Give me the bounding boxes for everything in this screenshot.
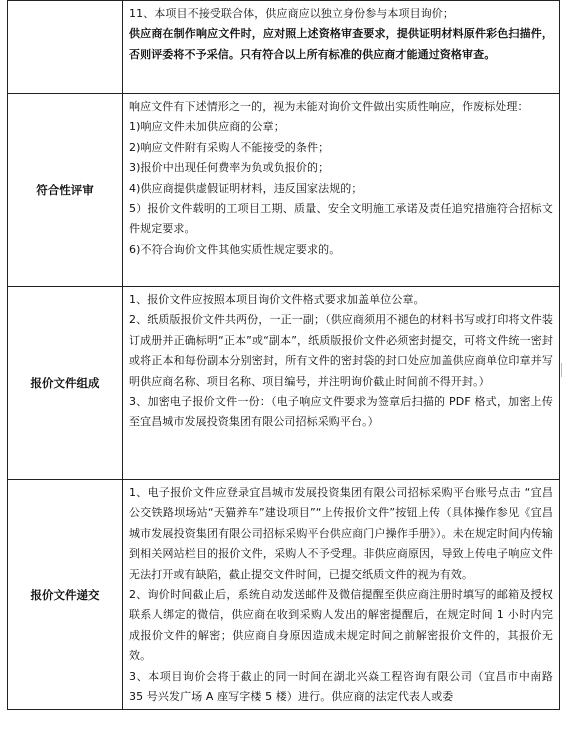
row-content: [123, 1, 560, 94]
table-row-composition: [8, 287, 560, 480]
paragraph: 3、本项目询价会将于截止的同一时间在湖北兴焱工程咨询有限公司（宜昌市中南路 35 号兴发广场 A 座写字楼 5 楼）进行。供应商的法定代表人或委: [129, 669, 553, 704]
row-label: 符合性评审: [8, 94, 123, 287]
paragraph: 1、报价文件应按照本项目询价文件格式要求加盖单位公章。: [129, 293, 425, 306]
row-label: [8, 1, 123, 94]
paragraph: 2、询价时间截止后，系统自动发送邮件及微信提醒至供应商注册时填写的邮箱及授权联系人绑定的微信，供应商在收到采购人发出的解密提醒后，在规定时间 1 小时内完成报价文件的解密；供应商自身原因造成未规定时间之前解密报价文件的，其报价无效。: [129, 588, 553, 663]
row-label: 报价文件组成: [8, 287, 123, 480]
paragraph: 6)不符合询价文件其他实质性规定要求的。: [129, 242, 341, 256]
row-content: [123, 94, 560, 287]
requirements-table: [7, 0, 560, 710]
table-row-qualification: [8, 1, 560, 94]
row-label: 报价文件递交: [8, 480, 123, 710]
paragraph: 2、纸质版报价文件共两份，一正一副；（供应商须用不褪色的材料书写或打印将文件装订成册并正确标明“正本”或“副本”，纸质版报价文件必须密封提交，可将文件统一密封或将正本和每份副本分别密封，所有文件的密封袋的封口处应加盖供应商单位印章并写明供应商名称、项目名称、项目编号，并注明询价截止时间前不得开封。）: [129, 313, 553, 388]
paragraph: 1、电子报价文件应登录宜昌城市发展投资集团有限公司招标采购平台账号点击 “宜昌公交铁路坝场站“天猫养车”建设项目”“上传报价文件”按钮上传（具体操作参见《宜昌城市发展投资集团有限公司招标采购平台供应商门户操作手册》）。未在规定时间内传输到相关网站栏目的报价文件，采购人不予受理。非供应商原因，导致上传电子响应文件无法打开或有缺陷，截止提交文件时间，已提交纸质文件的视为有效。: [129, 486, 553, 581]
paragraph-bold: 供应商在制作响应文件时，应对照上述资格审查要求，提供证明材料原件彩色扫描件，否则评委将不予采信。只有符合以上所有标准的供应商才能通过资格审查。: [129, 27, 553, 61]
paragraph: 响应文件有下述情形之一的，视为未能对询价文件做出实质性响应，作废标处理：: [129, 100, 529, 113]
paragraph: 3、加密电子报价文件一份：（电子响应文件要求为签章后扫描的 PDF 格式，加密上传至宜昌城市发展投资集团有限公司招标采购平台。）: [129, 395, 553, 429]
paragraph: 11、本项目不接受联合体，供应商应以独立身份参与本项目询价；: [129, 7, 454, 20]
row-content: [123, 480, 560, 710]
paragraph: 1)响应文件未加供应商的公章；: [129, 120, 285, 134]
scroll-marker: [561, 363, 565, 377]
paragraph: 5）报价文件载明的工项目工期、质量、安全文明施工承诺及责任追究措施符合招标文件规定要求。: [129, 202, 553, 236]
paragraph: 2)响应文件附有采购人不能接受的条件；: [129, 140, 330, 154]
paragraph: 4)供应商提供虚假证明材料，违反国家法规的；: [129, 181, 363, 195]
paragraph: 3)报价中出现任何费率为负或负报价的；: [129, 161, 330, 175]
table-row-submission: [8, 480, 560, 710]
row-content: [123, 287, 560, 480]
table-row-conformity: [8, 94, 560, 287]
